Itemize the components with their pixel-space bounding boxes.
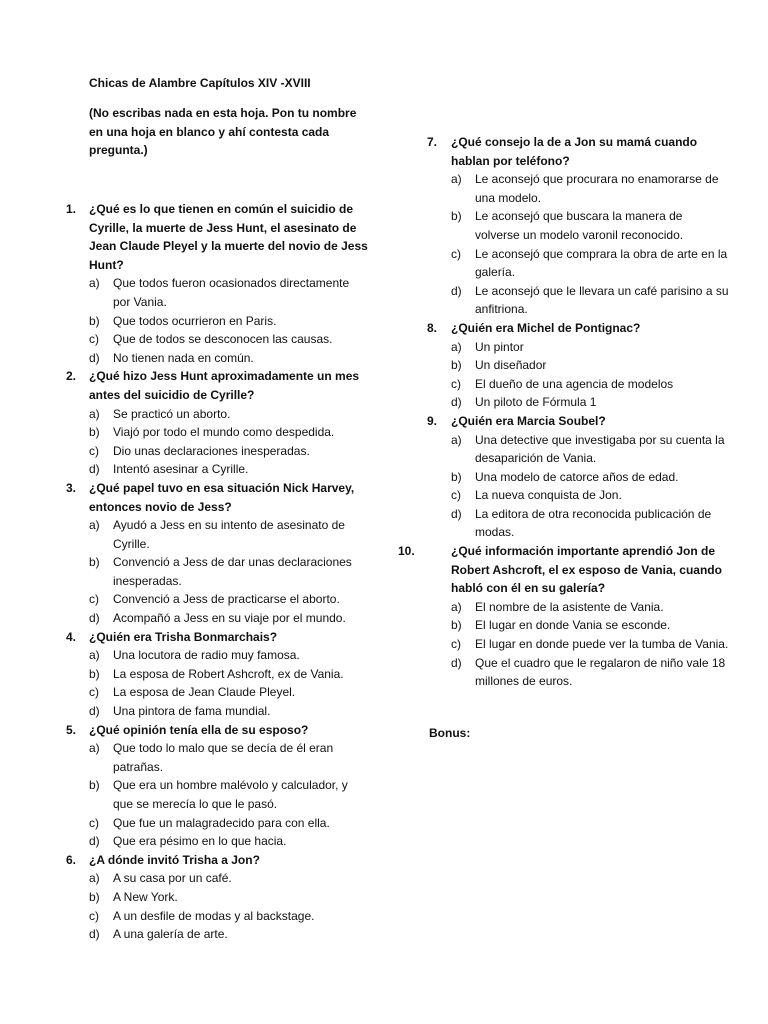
option-text: Acompañó a Jess en su viaje por el mundo. — [113, 611, 346, 626]
question-number: 6. — [66, 852, 77, 867]
option-text: La editora de otra reconocida publicación de modas. — [475, 506, 712, 540]
margin-mark — [0, 86, 6, 88]
option-text: Intentó asesinar a Cyrille. — [113, 462, 249, 477]
answer-option — [395, 635, 735, 654]
margin-mark — [0, 112, 6, 114]
answer-option — [0, 553, 372, 590]
option-letter: d) — [89, 462, 100, 477]
question — [0, 479, 372, 628]
question-text: ¿Quién era Michel de Pontignac? — [451, 320, 641, 335]
answer-options — [395, 170, 735, 319]
answer-option — [395, 207, 735, 244]
question-number: 2. — [66, 369, 77, 384]
answer-option — [0, 442, 372, 461]
option-text: El nombre de la asistente de Vania. — [475, 599, 664, 614]
option-text: Convenció a Jess de practicarse el aborto. — [113, 592, 340, 607]
answer-option — [395, 356, 735, 375]
option-text: Que era un hombre malévolo y calculador, y que se merecía lo que le pasó. — [113, 778, 348, 811]
answer-option — [0, 516, 372, 553]
option-letter: c) — [451, 488, 461, 503]
option-text: Le aconsejó que buscara la manera de volverse un modelo varonil reconocido. — [475, 209, 684, 242]
option-letter: b) — [89, 425, 100, 440]
answer-option — [0, 925, 372, 944]
answer-options — [0, 646, 372, 720]
question — [395, 319, 735, 412]
answer-option — [0, 907, 372, 926]
question — [395, 133, 735, 319]
answer-option — [395, 505, 735, 542]
option-text: El lugar en donde puede ver la tumba de Vania. — [475, 637, 729, 652]
left-column — [0, 200, 372, 944]
answer-option — [395, 375, 735, 394]
answer-options — [0, 869, 372, 943]
option-text: A su casa por un café. — [113, 871, 232, 886]
answer-option — [0, 869, 372, 888]
option-letter: b) — [451, 358, 462, 373]
answer-option — [0, 665, 372, 684]
answer-option — [395, 598, 735, 617]
question-number: 3. — [66, 480, 77, 495]
option-text: La nueva conquista de Jon. — [475, 488, 622, 503]
option-letter: d) — [451, 283, 462, 298]
question-text: ¿Qué papel tuvo en esa situación Nick Harvey, entonces novio de Jess? — [89, 480, 355, 514]
answer-option — [395, 245, 735, 282]
answer-option — [0, 312, 372, 331]
option-letter: d) — [89, 611, 100, 626]
option-text: El lugar en donde Vania se esconde. — [475, 618, 671, 633]
right-column — [395, 133, 735, 691]
answer-option — [395, 338, 735, 357]
question — [0, 851, 372, 944]
option-letter: a) — [89, 518, 100, 533]
answer-option — [0, 739, 372, 776]
answer-options — [0, 739, 372, 851]
answer-option — [395, 431, 735, 468]
question-text: ¿Qué es lo que tienen en común el suicidio de Cyrille, la muerte de Jess Hunt, el asesinato de Jean Claude Pleyel y la muerte del novio de Jess Hunt? — [89, 202, 368, 272]
option-letter: a) — [89, 276, 100, 291]
answer-option — [0, 274, 372, 311]
option-letter: b) — [89, 889, 100, 904]
option-letter: c) — [89, 908, 99, 923]
option-text: Que de todos se desconocen las causas. — [113, 332, 333, 347]
question-number: 4. — [66, 629, 77, 644]
option-text: Que era pésimo en lo que hacia. — [113, 834, 287, 849]
option-letter: d) — [451, 506, 462, 521]
option-text: Una locutora de radio muy famosa. — [113, 648, 300, 663]
answer-options — [0, 516, 372, 628]
answer-options — [0, 405, 372, 479]
option-letter: b) — [451, 469, 462, 484]
option-letter: a) — [451, 172, 462, 187]
question-text: ¿Quién era Marcia Soubel? — [451, 413, 606, 428]
option-text: Viajó por todo el mundo como despedida. — [113, 425, 335, 440]
option-letter: d) — [89, 350, 100, 365]
option-letter: a) — [89, 406, 100, 421]
question-number: 8. — [427, 320, 438, 335]
option-text: Dio unas declaraciones inesperadas. — [113, 443, 310, 458]
answer-option — [0, 832, 372, 851]
option-text: A un desfile de modas y al backstage. — [113, 908, 315, 923]
option-letter: a) — [451, 339, 462, 354]
answer-options — [395, 338, 735, 412]
option-text: Que todos ocurrieron en Paris. — [113, 313, 277, 328]
answer-option — [0, 330, 372, 349]
question-number: 5. — [66, 722, 77, 737]
answer-options — [395, 431, 735, 543]
question — [0, 628, 372, 721]
option-letter: b) — [451, 209, 462, 224]
option-letter: c) — [451, 376, 461, 391]
option-letter: c) — [89, 685, 99, 700]
page-title: Chicas de Alambre Capítulos XIV -XVIII — [89, 76, 311, 90]
question-number: 10. — [398, 544, 415, 559]
question-text: ¿A dónde invitó Trisha a Jon? — [89, 852, 260, 867]
question — [0, 367, 372, 479]
question — [395, 542, 735, 691]
question-number: 7. — [427, 135, 438, 149]
answer-option — [0, 423, 372, 442]
question — [0, 200, 372, 367]
option-letter: b) — [451, 618, 462, 633]
option-letter: d) — [89, 927, 100, 942]
answer-option — [395, 616, 735, 635]
option-text: Un piloto de Fórmula 1 — [475, 395, 597, 410]
answer-option — [0, 590, 372, 609]
option-text: Le aconsejó que procurara no enamorarse de una modelo. — [475, 172, 719, 205]
option-text: Convenció a Jess de dar unas declaraciones inesperadas. — [113, 555, 352, 588]
option-text: A una galería de arte. — [113, 927, 228, 942]
option-text: La esposa de Robert Ashcroft, ex de Vania. — [113, 666, 344, 681]
answer-option — [0, 888, 372, 907]
option-letter: d) — [451, 655, 462, 670]
option-text: Un diseñador — [475, 358, 547, 373]
answer-options — [395, 598, 735, 691]
option-text: Que todos fueron ocasionados directamente por Vania. — [113, 276, 350, 309]
option-text: Que el cuadro que le regalaron de niño vale 18 millones de euros. — [475, 655, 726, 689]
option-text: Que fue un malagradecido para con ella. — [113, 815, 330, 830]
option-text: Ayudó a Jess en su intento de asesinato de Cyrille. — [113, 518, 345, 551]
answer-option — [395, 170, 735, 207]
answer-option — [0, 460, 372, 479]
option-text: Un pintor — [475, 339, 524, 354]
question-text: ¿Qué hizo Jess Hunt aproximadamente un mes antes del suicidio de Cyrille? — [89, 369, 360, 402]
option-text: La esposa de Jean Claude Pleyel. — [113, 685, 296, 700]
option-letter: b) — [89, 778, 100, 793]
answer-option — [0, 405, 372, 424]
option-text: Le aconsejó que comprara la obra de arte en la galería. — [475, 246, 728, 280]
answer-option — [0, 646, 372, 665]
answer-options — [0, 274, 372, 367]
answer-option — [395, 468, 735, 487]
question-text: ¿Quién era Trisha Bonmarchais? — [89, 629, 278, 644]
option-text: A New York. — [113, 889, 178, 904]
answer-option — [395, 486, 735, 505]
instructions-note: (No escribas nada en esta hoja. Pon tu nombre en una hoja en blanco y ahí contesta cada pregunta.) — [89, 106, 357, 158]
option-text: Le aconsejó que le llevara un café parisino a su anfitriona. — [475, 283, 729, 317]
question — [395, 412, 735, 542]
option-letter: d) — [89, 704, 100, 719]
question-text: ¿Qué opinión tenía ella de su esposo? — [89, 722, 309, 737]
option-letter: a) — [451, 599, 462, 614]
option-letter: b) — [89, 555, 100, 570]
answer-option — [0, 776, 372, 813]
option-letter: b) — [89, 666, 100, 681]
option-letter: c) — [89, 443, 99, 458]
option-letter: a) — [89, 871, 100, 886]
answer-option — [395, 393, 735, 412]
option-letter: d) — [451, 395, 462, 410]
option-letter: d) — [89, 834, 100, 849]
question-text: ¿Qué información importante aprendió Jon de Robert Ashcroft, el ex esposo de Vania, cuando habló con él en su galería? — [451, 544, 722, 596]
option-letter: a) — [89, 741, 100, 756]
option-letter: c) — [451, 246, 461, 261]
question-number: 9. — [427, 413, 438, 428]
answer-option — [395, 654, 735, 691]
answer-option — [0, 609, 372, 628]
question — [0, 721, 372, 851]
option-letter: b) — [89, 313, 100, 328]
option-letter: c) — [89, 815, 99, 830]
option-text: Que todo lo malo que se decía de él eran patrañas. — [113, 741, 334, 774]
option-letter: a) — [89, 648, 100, 663]
option-text: Se practicó un aborto. — [113, 406, 231, 421]
option-text: Una pintora de fama mundial. — [113, 704, 271, 719]
answer-option — [0, 814, 372, 833]
option-text: Una detective que investigaba por su cuenta la desaparición de Vania. — [475, 432, 725, 466]
answer-option — [0, 349, 372, 368]
answer-option — [395, 282, 735, 319]
option-letter: c) — [89, 332, 99, 347]
answer-option — [0, 683, 372, 702]
answer-option — [0, 702, 372, 721]
bonus-label: Bonus: — [429, 726, 471, 740]
question-number: 1. — [66, 202, 77, 216]
option-letter: c) — [451, 637, 461, 652]
option-text: No tienen nada en común. — [113, 350, 254, 365]
option-letter: a) — [451, 432, 462, 447]
question-text: ¿Qué consejo la de a Jon su mamá cuando hablan por teléfono? — [451, 135, 698, 168]
option-text: El dueño de una agencia de modelos — [475, 376, 674, 391]
option-text: Una modelo de catorce años de edad. — [475, 469, 679, 484]
option-letter: c) — [89, 592, 99, 607]
